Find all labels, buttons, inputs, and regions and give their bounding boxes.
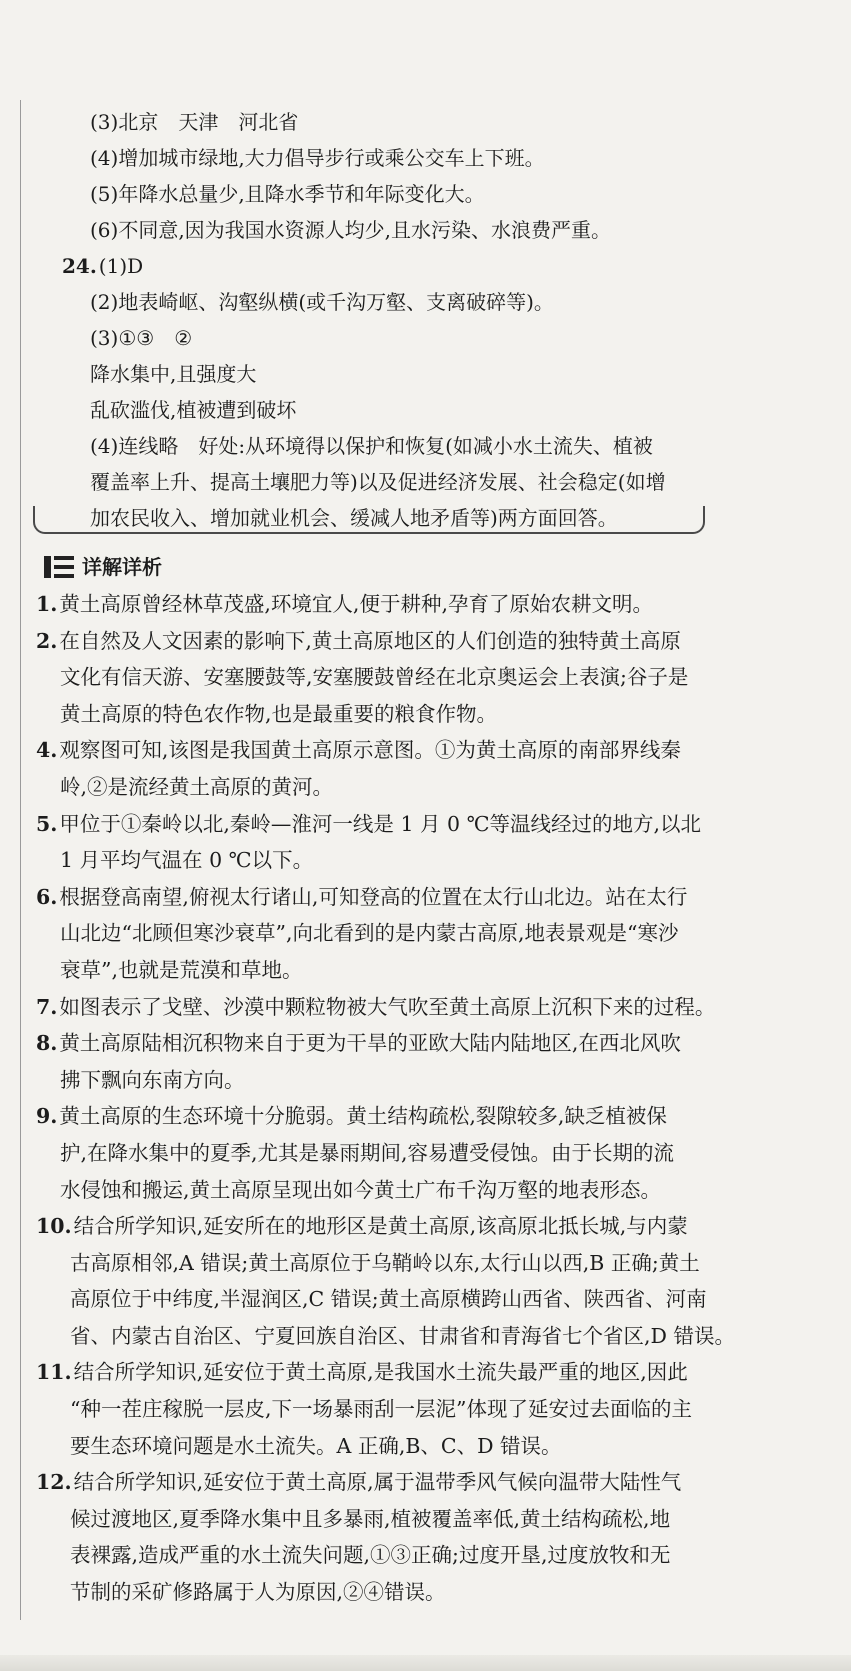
- page-bottom-edge: [0, 1655, 851, 1671]
- answer-text: (6)不同意,因为我国水资源人均少,且水污染、水浪费严重。: [90, 218, 612, 242]
- answer-text: (4)连线略 好处:从环境得以保护和恢复(如减小水土流失、植被: [90, 434, 653, 458]
- explanation-item: [36, 732, 806, 805]
- answer-text: (4)增加城市绿地,大力倡导步行或乘公交车上下班。: [90, 146, 545, 170]
- explanation-item: [36, 586, 806, 623]
- answer-text: 加农民收入、增加就业机会、缓减人地矛盾等)两方面回答。: [90, 506, 618, 530]
- explanation-item: [36, 1464, 806, 1610]
- explanation-number: 5.: [36, 811, 58, 836]
- explanation-number: 7.: [36, 994, 58, 1019]
- explanation-item: [36, 989, 806, 1026]
- explanation-text: 护,在降水集中的夏季,尤其是暴雨期间,容易遭受侵蚀。由于长期的流: [60, 1140, 675, 1165]
- answer-text: (3)①③ ②: [90, 326, 193, 350]
- explanation-text: 根据登高南望,俯视太行诸山,可知登高的位置在太行山北边。站在太行: [59, 884, 688, 909]
- explanation-line: [36, 989, 806, 1026]
- explanation-line: [36, 586, 806, 623]
- explanation-line: [36, 732, 806, 769]
- explanation-text: 节制的采矿修路属于人为原因,②④错误。: [70, 1580, 446, 1605]
- answer-bracket: [33, 506, 705, 534]
- answer-line: [44, 392, 804, 428]
- explanation-item: [36, 623, 806, 733]
- explanation-number: 1.: [36, 592, 58, 616]
- explanation-line: [36, 1025, 806, 1062]
- answer-line: [44, 284, 804, 320]
- explanation-text: 黄土高原陆相沉积物来自于更为干旱的亚欧大陆内陆地区,在西北风吹: [59, 1031, 681, 1056]
- explanation-line: [36, 915, 806, 952]
- answer-text: (5)年降水总量少,且降水季节和年际变化大。: [90, 182, 485, 206]
- answer-line: [44, 212, 804, 248]
- explanation-number: 4.: [36, 738, 58, 763]
- left-margin-rule: [20, 100, 21, 1620]
- explanation-line: [36, 1245, 806, 1282]
- explanation-line: [36, 696, 806, 733]
- answer-line: [44, 176, 804, 212]
- explanation-text: 结合所学知识,延安位于黄土高原,属于温带季风气候向温带大陆性气: [73, 1470, 682, 1495]
- explanation-text: 黄土高原曾经林草茂盛,环境宜人,便于耕种,孕育了原始农耕文明。: [59, 592, 653, 616]
- answer-block: [44, 104, 804, 536]
- explanation-item: [36, 1098, 806, 1208]
- explanation-text: 要生态环境问题是水土流失。A 正确,B、C、D 错误。: [70, 1433, 562, 1458]
- answer-line: [44, 104, 804, 140]
- explanation-number: 9.: [36, 1104, 58, 1129]
- explanation-number: 10.: [36, 1214, 72, 1239]
- explanation-line: [36, 806, 806, 843]
- explanation-text: 表裸露,造成严重的水土流失问题,①③正确;过度开垦,过度放牧和无: [70, 1543, 671, 1568]
- explanation-text: 黄土高原的特色农作物,也是最重要的粮食作物。: [60, 701, 498, 726]
- list-bars-icon: [44, 556, 74, 578]
- explanation-line: [36, 1098, 806, 1135]
- explanation-number: 8.: [36, 1031, 58, 1056]
- explanation-text: 文化有信天游、安塞腰鼓等,安塞腰鼓曾经在北京奥运会上表演;谷子是: [60, 665, 689, 690]
- explanation-line: [36, 1135, 806, 1172]
- question-number: 24.: [62, 254, 97, 278]
- explanation-item: [36, 879, 806, 989]
- explanation-text: 甲位于①秦岭以北,秦岭—淮河一线是 1 月 0 ℃等温线经过的地方,以北: [59, 811, 702, 836]
- explanation-item: [36, 806, 806, 879]
- explanation-text: 省、内蒙古自治区、宁夏回族自治区、甘肃省和青海省七个省区,D 错误。: [70, 1323, 735, 1348]
- explanation-text: 结合所学知识,延安所在的地形区是黄土高原,该高原北抵长城,与内蒙: [73, 1214, 688, 1239]
- explanation-text: 候过渡地区,夏季降水集中且多暴雨,植被覆盖率低,黄土结构疏松,地: [70, 1506, 671, 1531]
- explanation-text: 高原位于中纬度,半湿润区,C 错误;黄土高原横跨山西省、陕西省、河南: [70, 1287, 707, 1312]
- explanation-item: [36, 1025, 806, 1098]
- explanation-line: [36, 1574, 806, 1611]
- explanation-line: [36, 1537, 806, 1574]
- explanation-number: 6.: [36, 884, 58, 909]
- explanation-text: 1 月平均气温在 0 ℃以下。: [60, 848, 314, 873]
- explanation-text: “种一茬庄稼脱一层皮,下一场暴雨刮一层泥”体现了延安过去面临的主: [70, 1397, 692, 1422]
- explanation-line: [36, 659, 806, 696]
- answer-text: (1)D: [98, 254, 144, 278]
- explanation-line: [36, 879, 806, 916]
- explanation-line: [36, 1172, 806, 1209]
- answer-text: 覆盖率上升、提高土壤肥力等)以及促进经济发展、社会稳定(如增: [90, 470, 666, 494]
- explanation-text: 如图表示了戈壁、沙漠中颗粒物被大气吹至黄土高原上沉积下来的过程。: [59, 994, 716, 1019]
- answer-text: (2)地表崎岖、沟壑纵横(或千沟万壑、支离破碎等)。: [90, 290, 554, 314]
- explanation-line: [36, 1391, 806, 1428]
- explanation-text: 衰草”,也就是荒漠和草地。: [60, 957, 303, 982]
- answer-line: [44, 248, 804, 284]
- explanation-line: [36, 842, 806, 879]
- explanation-list: [36, 586, 806, 1611]
- explanation-line: [36, 1208, 806, 1245]
- explanation-line: [36, 623, 806, 660]
- section-title: 详解详析: [82, 555, 162, 579]
- explanation-item: [36, 1208, 806, 1354]
- explanation-line: [36, 1428, 806, 1465]
- answer-line: [44, 464, 804, 500]
- answer-line: [44, 356, 804, 392]
- explanation-text: 水侵蚀和搬运,黄土高原呈现出如今黄土广布千沟万壑的地表形态。: [60, 1177, 662, 1202]
- answer-line: [44, 140, 804, 176]
- explanation-item: [36, 1354, 806, 1464]
- answer-text: 降水集中,且强度大: [90, 362, 257, 386]
- answer-line: [44, 428, 804, 464]
- explanation-line: [36, 1281, 806, 1318]
- explanation-text: 观察图可知,该图是我国黄土高原示意图。①为黄土高原的南部界线秦: [59, 738, 681, 763]
- answer-line: [44, 320, 804, 356]
- explanation-text: 黄土高原的生态环境十分脆弱。黄土结构疏松,裂隙较多,缺乏植被保: [59, 1104, 667, 1129]
- explanation-line: [36, 1464, 806, 1501]
- explanation-text: 山北边“北顾但寒沙衰草”,向北看到的是内蒙古高原,地表景观是“寒沙: [60, 921, 679, 946]
- answer-text: (3)北京 天津 河北省: [90, 110, 299, 134]
- explanation-text: 古高原相邻,A 错误;黄土高原位于乌鞘岭以东,太行山以西,B 正确;黄土: [70, 1250, 700, 1275]
- answer-text: 乱砍滥伐,植被遭到破坏: [90, 398, 297, 422]
- explanation-text: 在自然及人文因素的影响下,黄土高原地区的人们创造的独特黄土高原: [59, 628, 681, 653]
- explanation-text: 拂下飘向东南方向。: [60, 1067, 245, 1092]
- explanation-line: [36, 769, 806, 806]
- explanation-number: 2.: [36, 628, 58, 653]
- explanation-line: [36, 1354, 806, 1391]
- explanation-line: [36, 1501, 806, 1538]
- explanation-number: 11.: [36, 1360, 72, 1385]
- explanation-line: [36, 1062, 806, 1099]
- explanation-number: 12.: [36, 1470, 72, 1495]
- explanation-text: 结合所学知识,延安位于黄土高原,是我国水土流失最严重的地区,因此: [73, 1360, 688, 1385]
- explanation-line: [36, 952, 806, 989]
- explanation-text: 岭,②是流经黄土高原的黄河。: [60, 774, 334, 799]
- explanation-line: [36, 1318, 806, 1355]
